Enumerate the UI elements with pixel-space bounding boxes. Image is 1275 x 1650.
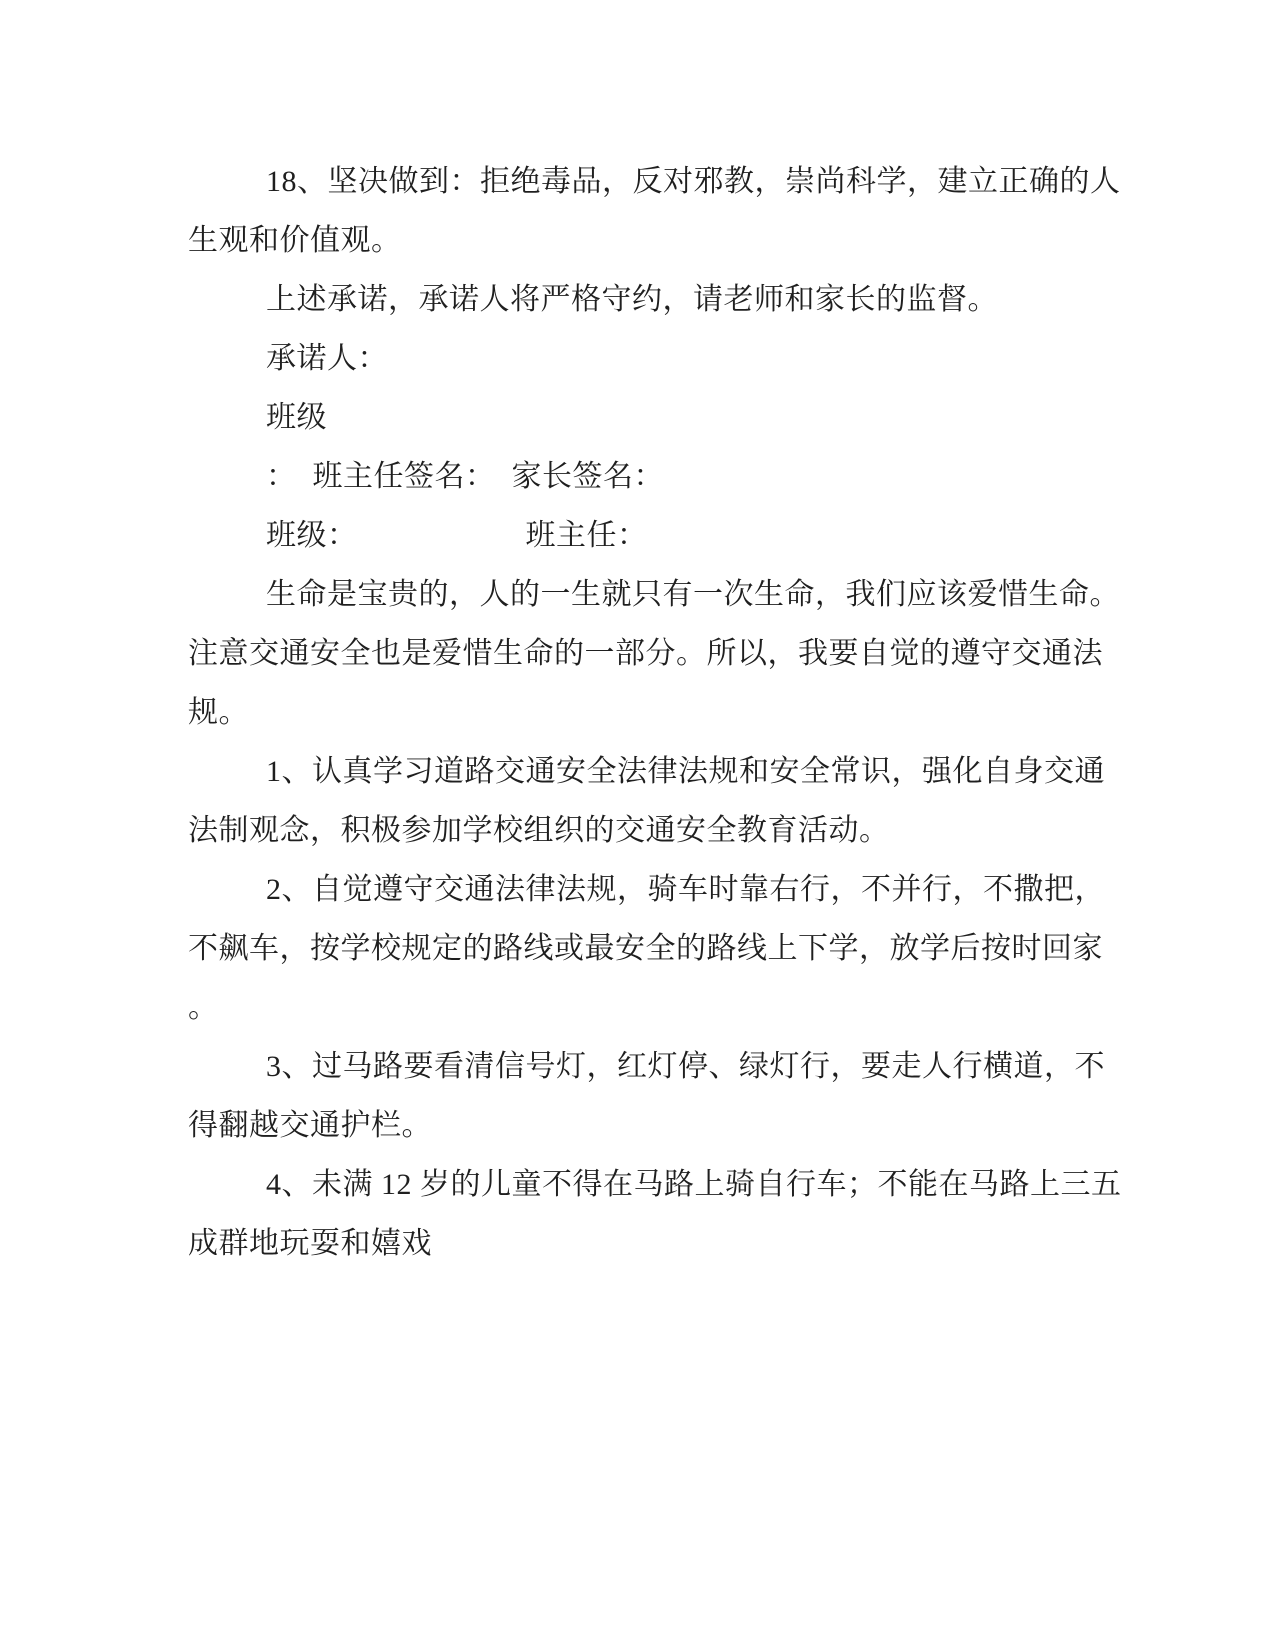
text-line: 班级	[266, 401, 327, 434]
text-line: 3、过马路要看清信号灯，红灯停、绿灯行，要走人行横道，不	[266, 1050, 1105, 1083]
text-line: ： 班主任签名： 家长签名：	[266, 460, 664, 493]
text-line: 法制观念，积极参加学校组织的交通安全教育活动。	[188, 814, 890, 847]
text-line: 1、认真学习道路交通安全法律法规和安全常识，强化自身交通	[266, 755, 1105, 788]
text-line: 成群地玩耍和嬉戏	[188, 1227, 432, 1260]
document-content	[188, 152, 1122, 1273]
text-line: 18、坚决做到：拒绝毒品，反对邪教，崇尚科学，建立正确的人	[266, 165, 1121, 198]
text-line: 注意交通安全也是爱惜生命的一部分。所以，我要自觉的遵守交通法	[188, 637, 1103, 670]
text-line: 规。	[188, 696, 249, 729]
text-line: 生命是宝贵的，人的一生就只有一次生命，我们应该爱惜生命。	[266, 578, 1120, 611]
text-line: 上述承诺，承诺人将严格守约，请老师和家长的监督。	[266, 283, 998, 316]
text-line: 。	[188, 991, 219, 1024]
text-line: 承诺人：	[266, 342, 388, 375]
text-line: 得翻越交通护栏。	[188, 1109, 432, 1142]
text-line: 4、未满 12 岁的儿童不得在马路上骑自行车；不能在马路上三五	[266, 1168, 1122, 1201]
text-line: 生观和价值观。	[188, 224, 402, 257]
text-line: 班级： 班主任：	[266, 519, 648, 552]
text-line: 不飙车，按学校规定的路线或最安全的路线上下学，放学后按时回家	[188, 932, 1103, 965]
text-line: 2、自觉遵守交通法律法规，骑车时靠右行，不并行，不撒把，	[266, 873, 1105, 906]
